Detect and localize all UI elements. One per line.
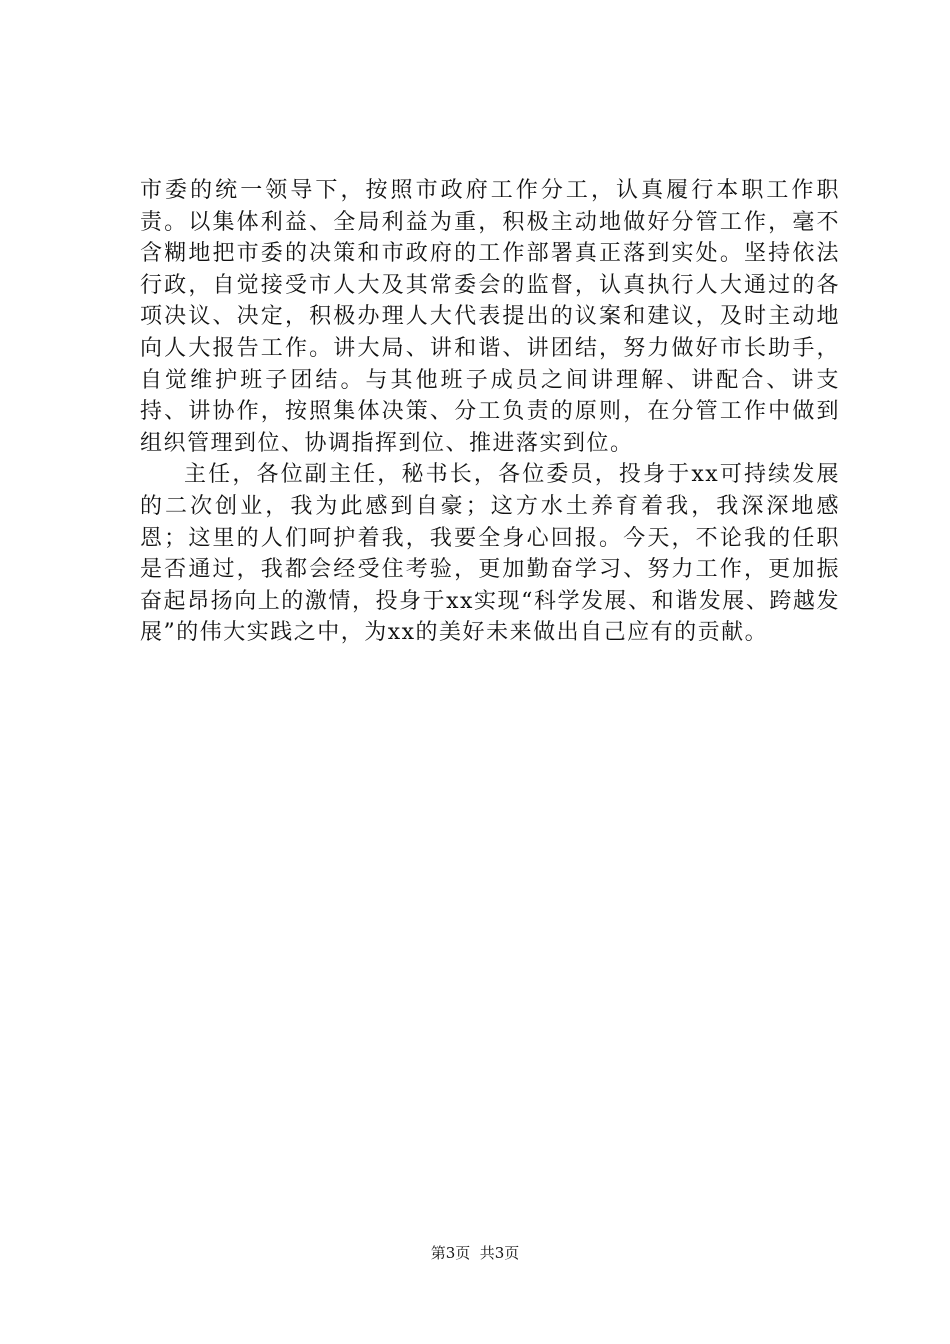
paragraph-continuation: 市委的统一领导下，按照市政府工作分工，认真履行本职工作职责。以集体利益、全局利益为重，积极主动地做好分管工作，毫不含糊地把市委的决策和市政府的工作部署真正落到实处。坚持依法行政，自觉接受市人大及其常委会的监督，认真执行人大通过的各项决议、决定，积极办理人大代表提出的议案和建议，及时主动地向人大报告工作。讲大局、讲和谐、讲团结，努力做好市长助手，自觉维护班子团结。与其他班子成员之间讲理解、讲配合、讲支持、讲协作，按照集体决策、分工负责的原则，在分管工作中做到组织管理到位、协调指挥到位、推进落实到位。 <box>140 178 840 456</box>
page-footer <box>0 1243 950 1263</box>
page-number-label: 第3页 共3页 <box>430 1244 520 1262</box>
document-body <box>140 175 840 649</box>
paragraph-closing: 主任，各位副主任，秘书长，各位委员，投身于xx可持续发展的二次创业，我为此感到自豪；这方水土养育着我，我深深地感恩；这里的人们呵护着我，我要全身心回报。今天，不论我的任职是否通过，我都会经受住考验，更加勤奋学习、努力工作，更加振奋起昂扬向上的激情，投身于xx实现“科学发展、和谐发展、跨越发展”的伟大实践之中，为xx的美好未来做出自己应有的贡献。 <box>140 462 840 646</box>
